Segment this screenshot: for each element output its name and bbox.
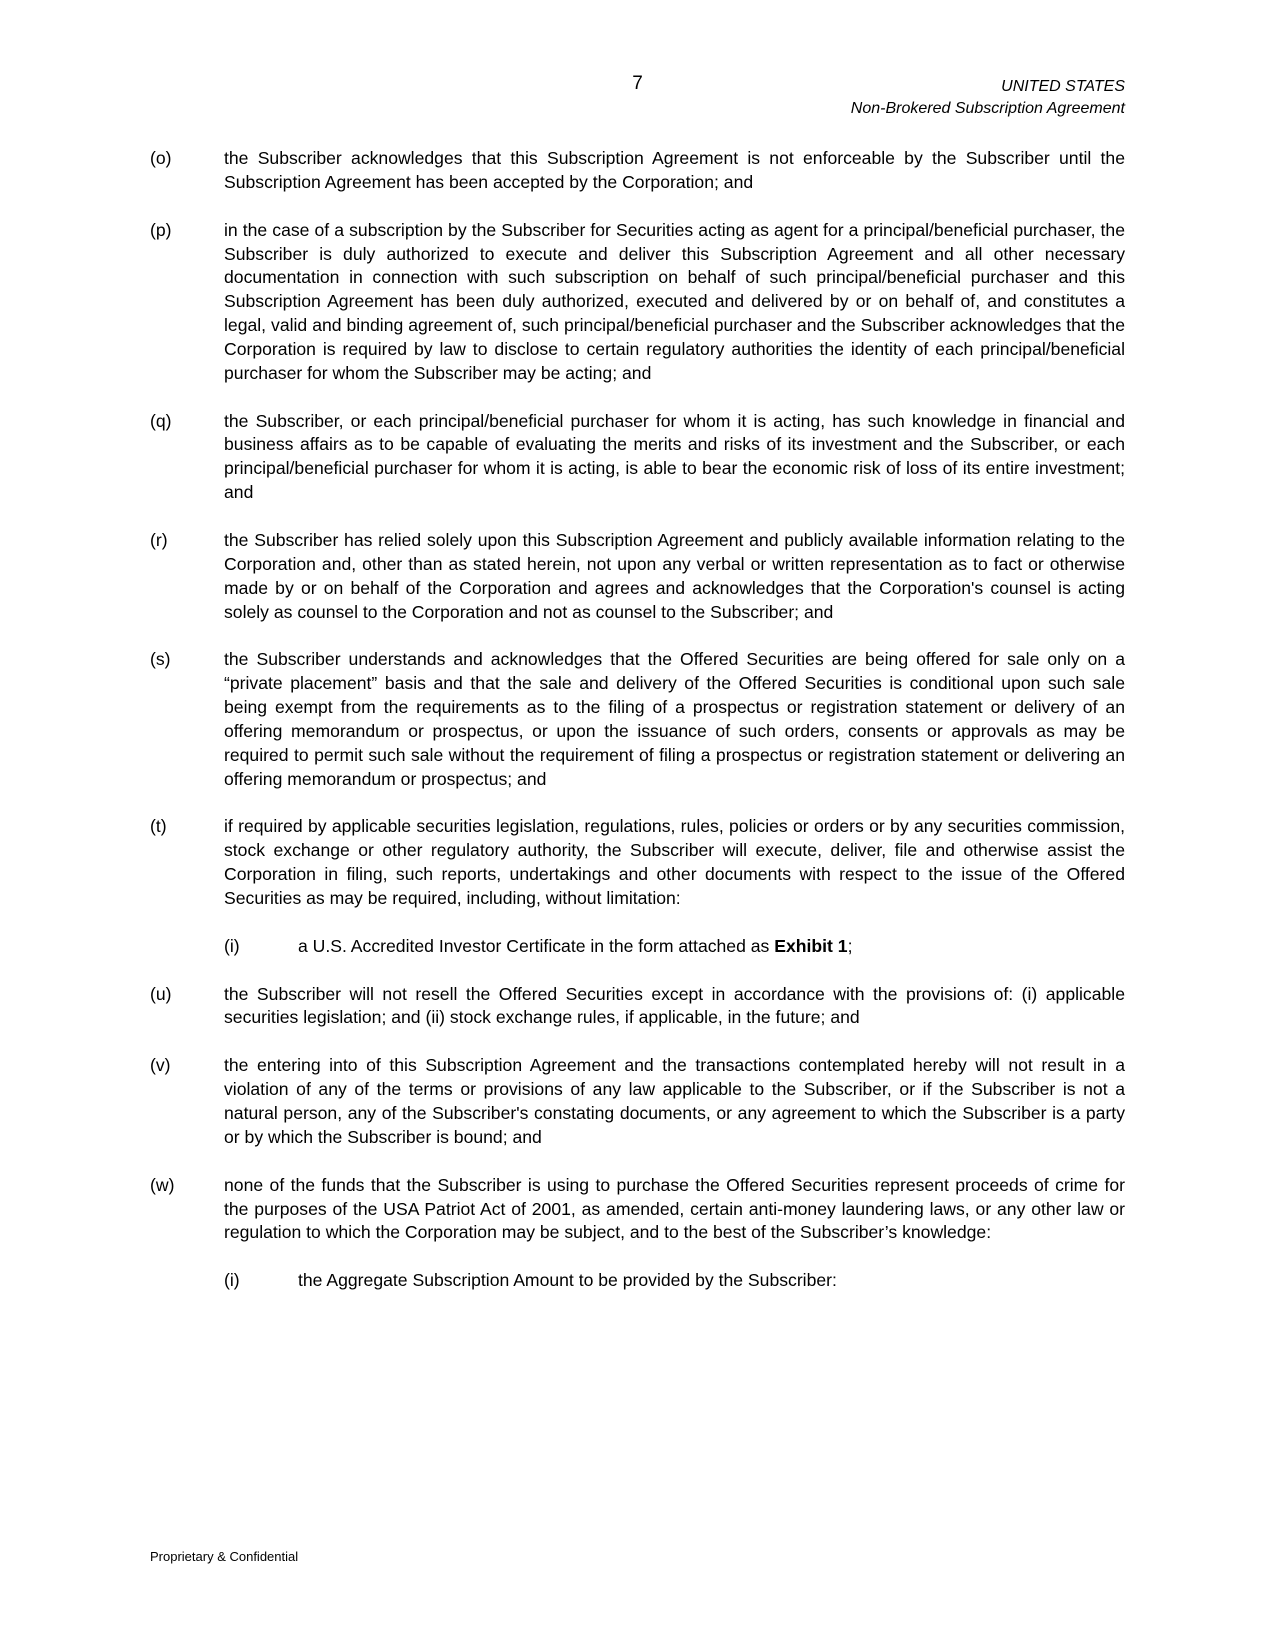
clause-label: (p) — [150, 219, 172, 240]
clause-label: (v) — [150, 1055, 171, 1076]
header-jurisdiction: UNITED STATES — [1001, 78, 1125, 95]
clause-text: the entering into of this Subscription Agreement and the transactions contemplated hereby will not result in a violation of any of the terms or provisions of any law applicable to the Subscriber, or if the Subscriber is not a natural person, any of the Subscriber's constating documents, or any agreement to which the Subscriber is a party or by which the Subscriber is bound; and — [224, 1055, 1125, 1147]
clause-text: if required by applicable securities legislation, regulations, rules, policies or orders or by any securities commission, stock exchange or other regulatory authority, the Subscriber will execute, deliver, file and otherwise assist the Corporation in filing, such reports, undertakings and other documents with respect to the issue of the Offered Securities as may be required, including, without limitation: — [224, 816, 1125, 908]
clause-label: (q) — [150, 410, 172, 431]
subitem-text: the Aggregate Subscription Amount to be provided by the Subscriber: — [298, 1270, 837, 1291]
page-number: 7 — [632, 73, 643, 94]
clause-label: (w) — [150, 1174, 175, 1195]
header-document-title: Non-Brokered Subscription Agreement — [850, 100, 1125, 117]
clause-t — [150, 815, 1125, 910]
clause-o — [150, 147, 1125, 195]
clause-p — [150, 219, 1125, 386]
subitem-label: (i) — [224, 1270, 240, 1291]
clause-text: none of the funds that the Subscriber is using to purchase the Offered Securities represent proceeds of crime for the purposes of the USA Patriot Act of 2001, as amended, certain anti-money laundering laws, or any other law or regulation to which the Corporation may be subject, and to the best of the Subscriber’s knowledge: — [224, 1174, 1125, 1243]
clause-text: the Subscriber, or each principal/beneficial purchaser for whom it is acting, has such knowledge in financial and business affairs as to be capable of evaluating the merits and risks of its investment and the Subscriber, or each principal/beneficial purchaser for whom it is acting, is able to bear the economic risk of loss of its entire investment; and — [224, 410, 1125, 503]
document-header — [851, 76, 1125, 120]
clause-s — [150, 648, 1125, 791]
subitem-text: a U.S. Accredited Investor Certificate in the form attached as — [298, 935, 775, 956]
clause-text: the Subscriber acknowledges that this Subscription Agreement is not enforceable by the Subscriber until the Subscription Agreement has been accepted by the Corporation; and — [224, 148, 1125, 192]
clause-text: the Subscriber has relied solely upon this Subscription Agreement and publicly available information relating to the Corporation and, other than as stated herein, not upon any verbal or written representation as to fact or otherwise made by or on behalf of the Corporation and agrees and acknowledges that the Corporation's counsel is acting solely as counsel to the Corporation and not as counsel to the Subscriber; and — [224, 529, 1125, 622]
document-body — [150, 147, 1125, 1317]
clause-label: (r) — [150, 529, 168, 550]
clause-label: (o) — [150, 148, 172, 168]
clause-r — [150, 529, 1125, 624]
clause-w-subitem-i — [150, 1269, 1125, 1293]
clause-w — [150, 1174, 1125, 1246]
clause-q — [150, 410, 1125, 505]
footer-confidential: Proprietary & Confidential — [150, 1549, 299, 1564]
clause-label: (u) — [150, 983, 172, 1004]
subitem-label: (i) — [224, 935, 240, 956]
clause-label: (t) — [150, 816, 167, 837]
clause-u — [150, 983, 1125, 1031]
clause-text: the Subscriber understands and acknowledges that the Offered Securities are being offered for sale only on a “private placement” basis and that the sale and delivery of the Offered Securities is conditional upon such sale being exempt from the requirements as to the filing of a prospectus or registration statement or delivery of an offering memorandum or prospectus, or upon the issuance of such orders, consents or approvals as may be required to permit such sale without the requirement of filing a prospectus or registration statement or delivering an offering memorandum or prospectus; and — [224, 649, 1125, 789]
clause-t-subitem-i — [150, 935, 1125, 959]
clause-text: in the case of a subscription by the Subscriber for Securities acting as agent for a principal/beneficial purchaser, the Subscriber is duly authorized to execute and deliver this Subscription Agreement and all other necessary documentation in connection with such subscription on behalf of such principal/beneficial purchaser and this Subscription Agreement has been duly authorized, executed and delivered by or on behalf of, and constitutes a legal, valid and binding agreement of, such principal/beneficial purchaser and the Subscriber acknowledges that the Corporation is required by law to disclose to certain regulatory authorities the identity of each principal/beneficial purchaser for whom the Subscriber may be acting; and — [224, 219, 1125, 383]
exhibit-reference: Exhibit 1 — [774, 935, 848, 956]
subitem-text-end: ; — [847, 935, 853, 956]
clause-label: (s) — [150, 649, 171, 670]
clause-text: the Subscriber will not resell the Offered Securities except in accordance with the provisions of: (i) applicable securities legislation; and (ii) stock exchange rules, if applicable, in the future; and — [224, 983, 1125, 1028]
clause-v — [150, 1054, 1125, 1149]
